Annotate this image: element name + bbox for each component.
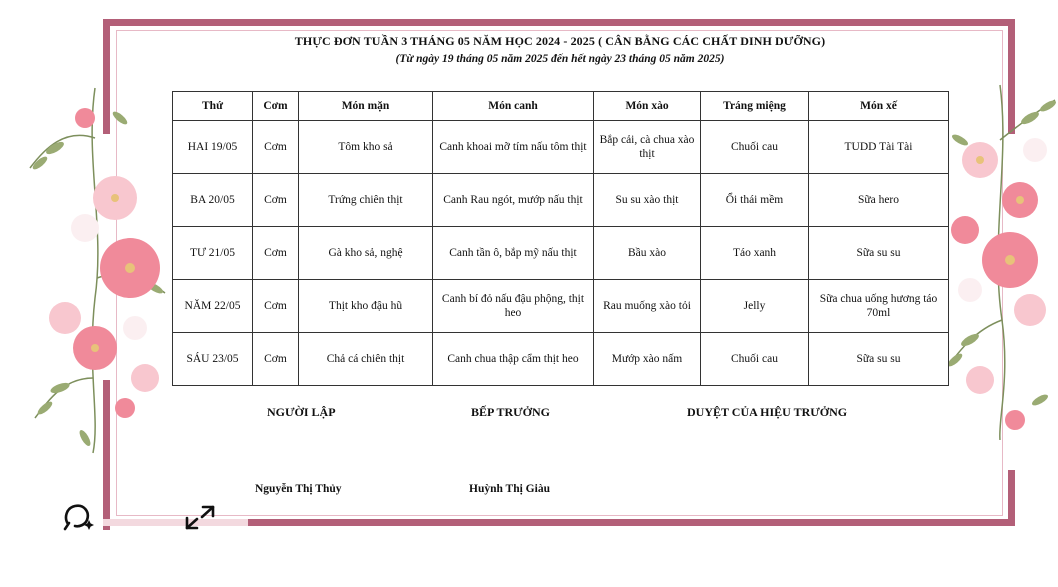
cell-main-dish: Thịt kho đậu hũ xyxy=(299,280,433,333)
chef-title: BẾP TRƯỞNG xyxy=(471,405,551,419)
cell-soup: Canh tần ô, bắp mỹ nấu thịt xyxy=(433,227,594,280)
flower-decoration-right xyxy=(940,80,1058,440)
cell-soup: Canh chua thập cẩm thịt heo xyxy=(433,333,594,386)
cell-day: TƯ 21/05 xyxy=(173,227,253,280)
cell-day: NĂM 22/05 xyxy=(173,280,253,333)
cell-stir-fry: Su su xào thịt xyxy=(594,174,701,227)
cell-snack: Sữa hero xyxy=(809,174,949,227)
chef-name: Huỳnh Thị Giàu xyxy=(469,483,550,495)
preparer-title: NGƯỜI LẬP xyxy=(267,405,336,419)
preparer-name: Nguyễn Thị Thủy xyxy=(255,483,342,495)
cell-main-dish: Tôm kho sả xyxy=(299,121,433,174)
cell-rice: Cơm xyxy=(253,174,299,227)
cell-stir-fry: Rau muống xào tỏi xyxy=(594,280,701,333)
cell-rice: Cơm xyxy=(253,121,299,174)
cell-dessert: Jelly xyxy=(701,280,809,333)
page-subtitle: (Từ ngày 19 tháng 05 năm 2025 đến hết ngày 23 tháng 05 năm 2025) xyxy=(395,53,725,65)
header-main-dish: Món mặn xyxy=(299,92,433,121)
header-day: Thứ xyxy=(173,92,253,121)
cell-soup: Canh Rau ngót, mướp nấu thịt xyxy=(433,174,594,227)
cell-stir-fry: Bắp cải, cà chua xào thịt xyxy=(594,121,701,174)
page-title: THỰC ĐƠN TUẦN 3 THÁNG 05 NĂM HỌC 2024 - 2025 ( CÂN BẰNG CÁC CHẤT DINH DƯỠNG) xyxy=(294,34,826,48)
cell-dessert: Táo xanh xyxy=(701,227,809,280)
cell-rice: Cơm xyxy=(253,227,299,280)
header-dessert: Tráng miệng xyxy=(701,92,809,121)
cell-snack: Sữa chua uống hương táo 70ml xyxy=(809,280,949,333)
table-header-row xyxy=(173,92,949,121)
cell-main-dish: Chả cá chiên thịt xyxy=(299,333,433,386)
cell-dessert: Chuối cau xyxy=(701,333,809,386)
cell-day: SÁU 23/05 xyxy=(173,333,253,386)
cell-soup: Canh khoai mỡ tím nấu tôm thịt xyxy=(433,121,594,174)
table-row xyxy=(173,227,949,280)
lens-search-icon[interactable] xyxy=(62,502,96,532)
cell-dessert: Chuối cau xyxy=(701,121,809,174)
header-stir-fry: Món xào xyxy=(594,92,701,121)
cell-soup: Canh bí đỏ nấu đậu phộng, thịt heo xyxy=(433,280,594,333)
cell-snack: Sữa su su xyxy=(809,227,949,280)
cell-rice: Cơm xyxy=(253,333,299,386)
principal-title: DUYỆT CỦA HIỆU TRƯỞNG xyxy=(687,405,848,419)
cell-rice: Cơm xyxy=(253,280,299,333)
frame-top-border xyxy=(103,19,1015,26)
table-row xyxy=(173,174,949,227)
cell-stir-fry: Mướp xào nấm xyxy=(594,333,701,386)
expand-icon[interactable] xyxy=(184,503,216,531)
table-row xyxy=(173,121,949,174)
header-rice: Cơm xyxy=(253,92,299,121)
header-snack: Món xế xyxy=(809,92,949,121)
cell-snack: TUDD Tài Tài xyxy=(809,121,949,174)
cell-stir-fry: Bầu xào xyxy=(594,227,701,280)
table-row xyxy=(173,333,949,386)
frame-right-border-lower xyxy=(1008,470,1015,526)
cell-main-dish: Gà kho sả, nghệ xyxy=(299,227,433,280)
cell-main-dish: Trứng chiên thịt xyxy=(299,174,433,227)
table-row xyxy=(173,280,949,333)
weekly-menu-table xyxy=(172,91,949,386)
cell-day: BA 20/05 xyxy=(173,174,253,227)
flower-decoration-left xyxy=(25,78,175,458)
header-soup: Món canh xyxy=(433,92,594,121)
frame-bottom-border-light xyxy=(103,519,248,526)
cell-snack: Sữa su su xyxy=(809,333,949,386)
cell-day: HAI 19/05 xyxy=(173,121,253,174)
cell-dessert: Ổi thái mềm xyxy=(701,174,809,227)
